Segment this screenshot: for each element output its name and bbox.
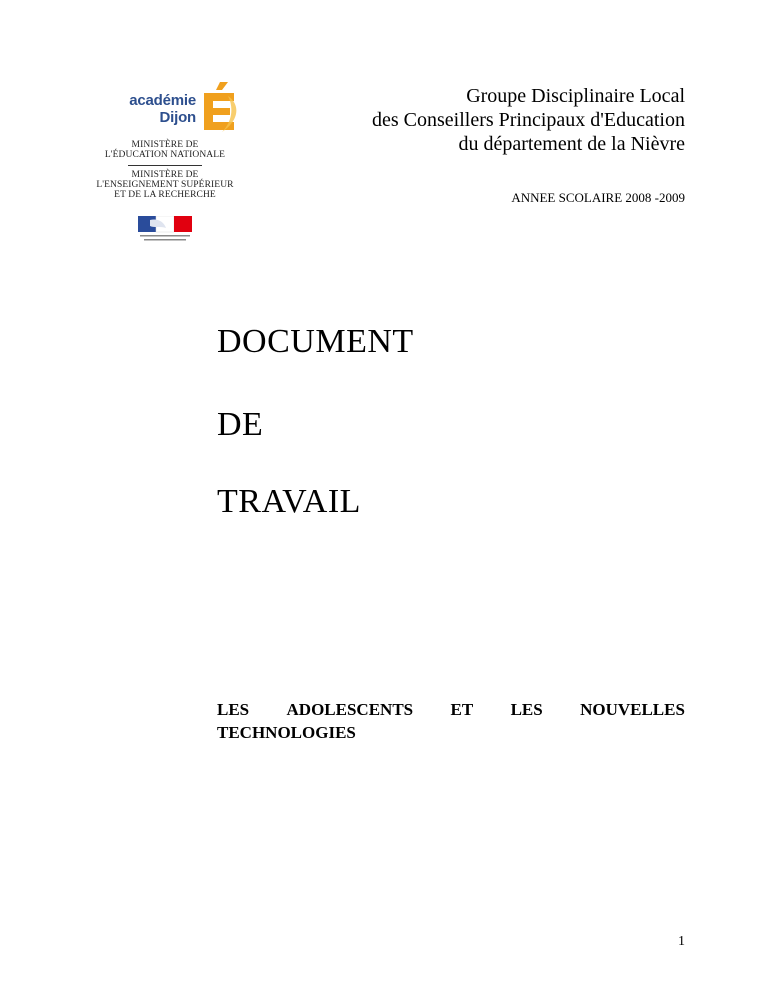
ministry-1-line1: MINISTÈRE DE: [131, 140, 199, 150]
logo-academie-line1: académie: [129, 92, 196, 109]
republique-francaise-flag-icon: [138, 216, 192, 244]
ministry-2-line1: MINISTÈRE DE: [131, 170, 199, 180]
subject-line-1: [217, 698, 685, 721]
header-line-2: des Conseillers Principaux d'Education: [372, 109, 685, 131]
subject-word: NOUVELLES: [580, 700, 685, 719]
title-travail: TRAVAIL: [217, 483, 361, 520]
subject-word: ADOLESCENTS: [286, 700, 414, 719]
ministry-research-label: [70, 170, 260, 200]
subject-line-2: TECHNOLOGIES: [217, 723, 356, 742]
subject-word: LES: [510, 700, 543, 719]
ministry-2-line3: ET DE LA RECHERCHE: [114, 190, 216, 200]
ministry-2-line2: L'ENSEIGNEMENT SUPÉRIEUR: [96, 180, 234, 190]
title-de: DE: [217, 406, 264, 443]
title-document: DOCUMENT: [217, 323, 414, 360]
organisation-header: [372, 84, 685, 156]
subject-word: ET: [450, 700, 474, 719]
academie-e-icon: [198, 82, 240, 132]
academie-logo: [70, 70, 260, 250]
logo-academie-text: [126, 92, 196, 126]
ministry-education-label: [70, 140, 260, 160]
subject-word: LES: [217, 700, 250, 719]
page-number: 1: [678, 934, 685, 949]
header-line-3: du département de la Nièvre: [458, 133, 685, 155]
document-subject: [217, 698, 685, 744]
ministry-1-line2: L'ÉDUCATION NATIONALE: [104, 150, 226, 160]
logo-separator: [128, 165, 202, 166]
school-year: ANNEE SCOLAIRE 2008 -2009: [511, 190, 685, 205]
logo-academie-line2: Dijon: [159, 109, 196, 126]
header-line-1: Groupe Disciplinaire Local: [466, 85, 685, 107]
